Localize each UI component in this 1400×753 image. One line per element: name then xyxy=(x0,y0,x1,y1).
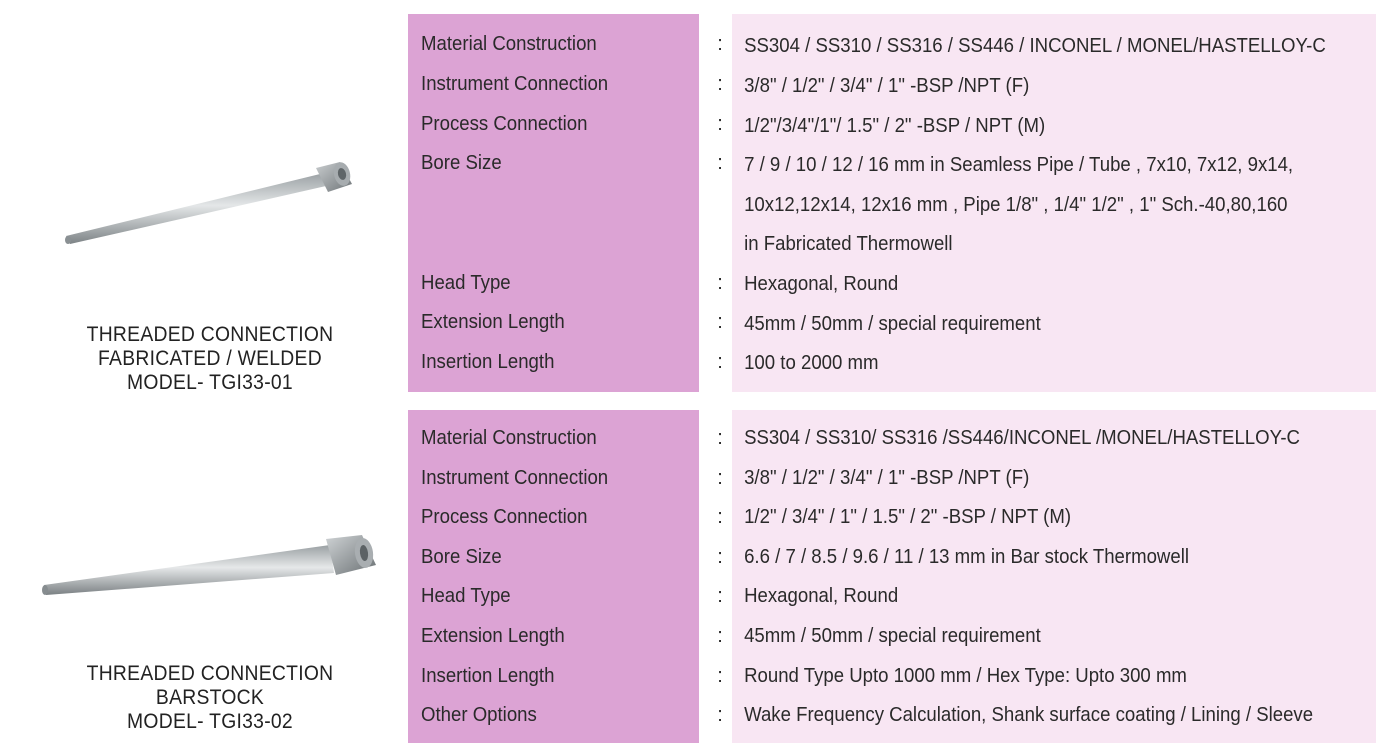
spec-label: Head Type xyxy=(421,272,511,294)
product-section-fabricated xyxy=(0,14,1400,392)
spec-labels-column xyxy=(408,14,699,392)
spec-label: Extension Length xyxy=(421,311,565,333)
caption-line: THREADED CONNECTION xyxy=(86,323,334,346)
product-caption xyxy=(54,662,367,734)
product-section-barstock xyxy=(0,410,1400,743)
spec-value: Wake Frequency Calculation, Shank surface coating / Lining / Sleeve xyxy=(744,704,1314,726)
spec-label: Insertion Length xyxy=(421,665,555,687)
caption-line: MODEL- TGI33-01 xyxy=(127,371,293,394)
spec-value: SS304 / SS310/ SS316 /SS446/INCONEL /MONEL/HASTELLOY-C xyxy=(744,427,1300,449)
thermowell-barstock-image xyxy=(30,525,390,645)
spec-value: 3/8" / 1/2" / 3/4" / 1" -BSP /NPT (F) xyxy=(744,467,1030,489)
spec-value: Hexagonal, Round xyxy=(744,273,899,295)
separator: : xyxy=(717,73,723,95)
caption-line: FABRICATED / WELDED xyxy=(98,347,322,370)
spec-label: Material Construction xyxy=(421,33,597,55)
spec-value: Round Type Upto 1000 mm / Hex Type: Upto 300 mm xyxy=(744,665,1187,687)
spec-label: Other Options xyxy=(421,704,537,726)
separator: : xyxy=(717,152,723,174)
spec-value-continued: 10x12,12x14, 12x16 mm , Pipe 1/8" , 1/4" 1/2" , 1" Sch.-40,80,160 xyxy=(744,194,1288,216)
spec-value: 1/2" / 3/4" / 1" / 1.5" / 2" -BSP / NPT (M) xyxy=(744,506,1072,528)
separator-column xyxy=(714,14,726,392)
spec-label: Bore Size xyxy=(421,546,502,568)
spec-label: Insertion Length xyxy=(421,351,555,373)
product-caption xyxy=(54,323,367,395)
spec-label: Process Connection xyxy=(421,506,588,528)
spec-label: Extension Length xyxy=(421,625,565,647)
separator: : xyxy=(717,585,723,607)
spec-value: 45mm / 50mm / special requirement xyxy=(744,625,1041,647)
separator: : xyxy=(717,467,723,489)
spec-value: 3/8" / 1/2" / 3/4" / 1" -BSP /NPT (F) xyxy=(744,75,1030,97)
spec-value: 100 to 2000 mm xyxy=(744,352,879,374)
separator: : xyxy=(717,113,723,135)
spec-label: Instrument Connection xyxy=(421,73,609,95)
spec-value: SS304 / SS310 / SS316 / SS446 / INCONEL / MONEL/HASTELLOY-C xyxy=(744,35,1326,57)
caption-line: BARSTOCK xyxy=(155,686,265,709)
separator: : xyxy=(717,506,723,528)
separator: : xyxy=(717,351,723,373)
spec-value: Hexagonal, Round xyxy=(744,585,899,607)
caption-line: MODEL- TGI33-02 xyxy=(127,710,293,733)
separator-column xyxy=(714,410,726,743)
separator: : xyxy=(717,311,723,333)
spec-label: Material Construction xyxy=(421,427,597,449)
spec-value: 45mm / 50mm / special requirement xyxy=(744,313,1041,335)
spec-value: 7 / 9 / 10 / 12 / 16 mm in Seamless Pipe / Tube , 7x10, 7x12, 9x14, xyxy=(744,154,1294,176)
spec-label: Bore Size xyxy=(421,152,502,174)
spec-value: 1/2"/3/4"/1"/ 1.5" / 2" -BSP / NPT (M) xyxy=(744,115,1046,137)
separator: : xyxy=(717,704,723,726)
spec-label: Process Connection xyxy=(421,113,588,135)
separator: : xyxy=(717,665,723,687)
spec-label: Instrument Connection xyxy=(421,467,609,489)
spec-labels-column xyxy=(408,410,699,743)
separator: : xyxy=(717,427,723,449)
separator: : xyxy=(717,546,723,568)
separator: : xyxy=(717,272,723,294)
separator: : xyxy=(717,33,723,55)
spec-values-column xyxy=(732,14,1376,392)
separator: : xyxy=(717,625,723,647)
spec-label: Head Type xyxy=(421,585,511,607)
spec-values-column xyxy=(732,410,1376,743)
spec-value: 6.6 / 7 / 8.5 / 9.6 / 11 / 13 mm in Bar stock Thermowell xyxy=(744,546,1189,568)
thermowell-fabricated-image xyxy=(30,144,390,274)
spec-value-continued: in Fabricated Thermowell xyxy=(744,233,953,255)
caption-line: THREADED CONNECTION xyxy=(86,662,334,685)
